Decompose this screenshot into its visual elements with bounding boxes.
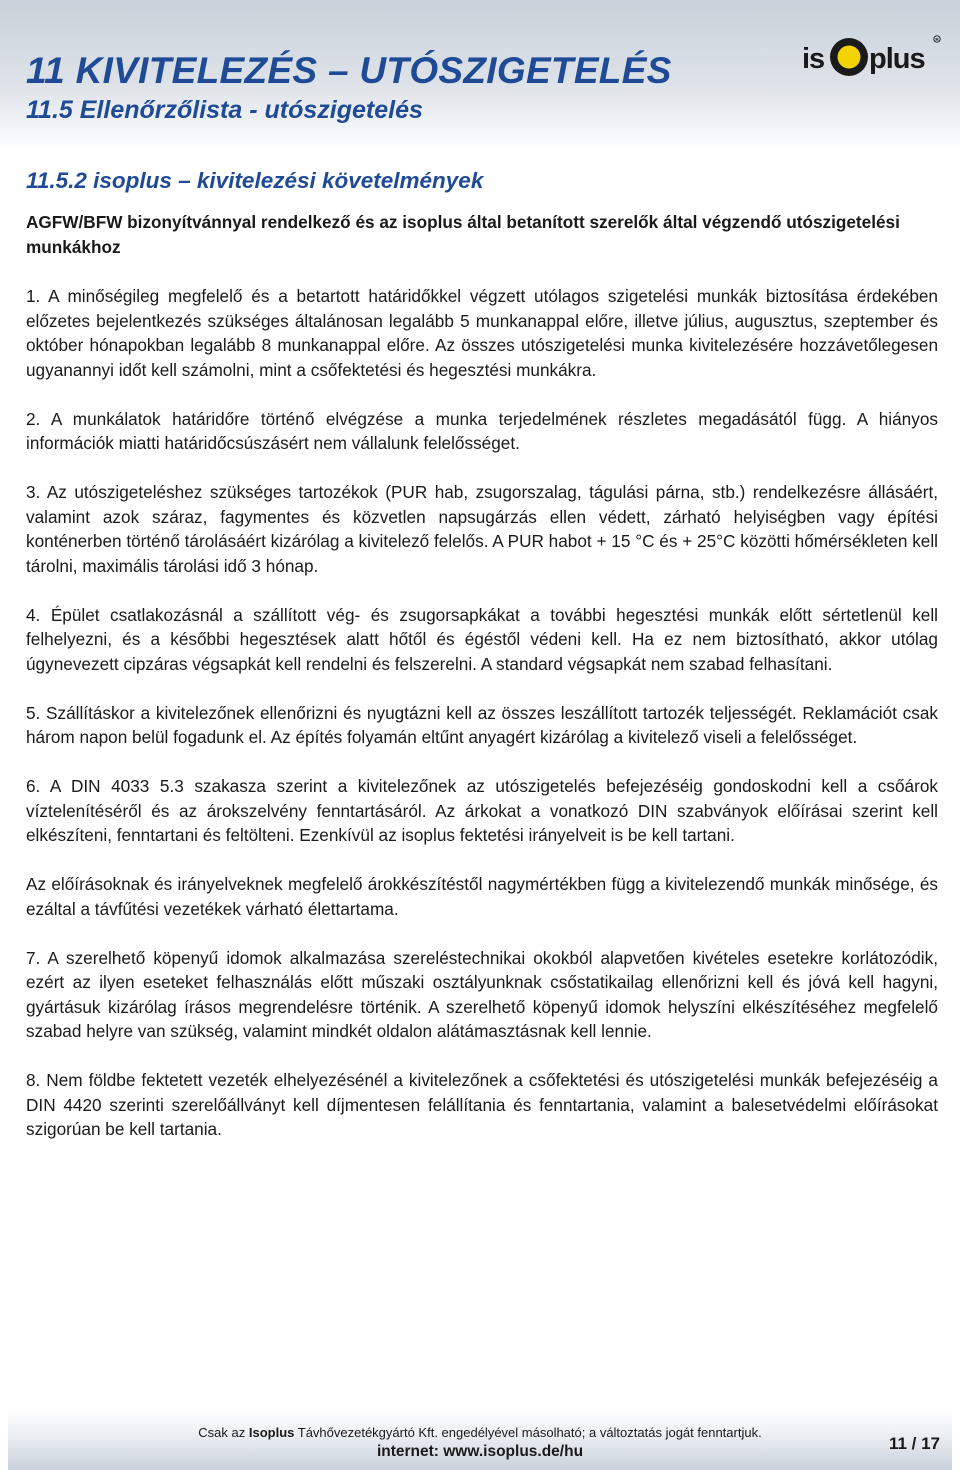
footer-brand: Isoplus <box>248 1425 295 1440</box>
page-number: 11 / 17 <box>888 1434 940 1453</box>
requirement-paragraph-3: 3. Az utószigeteléshez szükséges tartozékok (PUR hab, zsugorszalag, tágulási párna, stb.) rendelkezésre állásáért, valamint azok száraz, fagymentes és közvetlen napsugárzás ellen védett, zárható helyiségben vagy építési konténerben történő tárolásáért kizárólag a kivitelező felelős. A PUR habot + 15 °C és + 25°C közötti hőmérsékleten kell tárolni, maximális tárolási idő 3 hónap. <box>26 482 938 576</box>
intro-text: AGFW/BFW bizonyítvánnyal rendelkező és az isoplus által betanított szerelők által végzendő utószigetelési munkákhoz <box>26 212 900 257</box>
svg-text:is: is <box>802 43 825 75</box>
footer-copyright-prefix: Csak az <box>198 1425 249 1440</box>
footer-copyright <box>0 1425 960 1440</box>
section-title: 11.5 Ellenőrzőlista - utószigetelés <box>26 96 423 124</box>
requirement-paragraph-2: 2. A munkálatok határidőre történő elvégzése a munka terjedelmének részletes megadásától függ. A hiányos információk miatti határidőcsúszásért nem vállalunk felelősséget. <box>26 408 938 453</box>
requirement-paragraph-5: 5. Szállításkor a kivitelezőnek ellenőrizni és nyugtázni kell az összes leszállított tartozék teljességét. Reklamációt csak három napon belül fogadunk el. Az építés folyamán eltűnt anyagért kizárólag a kivitelező viseli a felelősséget. <box>26 702 938 747</box>
isoplus-logo <box>802 30 942 90</box>
svg-text:R: R <box>935 36 939 42</box>
subsection-title: 11.5.2 isoplus – kivitelezési követelmények <box>26 168 484 193</box>
requirement-paragraph-6: 6. A DIN 4033 5.3 szakasza szerint a kivitelezőnek az utószigetelés befejezéséig gondoskodni kell a csőárok víztelenítéséről és az árokszelvény fenntartásáról. Az árkokat a vonatkozó DIN szabványok előírásai szerint kell elkészíteni, fenntartani és feltölteni. Ezenkívül az isoplus fektetési irányelveit is be kell tartani. <box>26 776 938 845</box>
requirement-paragraph-1: 1. A minőségileg megfelelő és a betartott határidőkkel végzett utólagos szigetelési munkák biztosítása érdekében előzetes bejelentkezés szükséges általánosan legalább 5 munkanappal előre, illetve július, augusztus, szeptember és október hónapokban legalább 8 munkanappal előre. Az összes utószigetelési munka kivitelezésére hozzávetőlegesen ugyanannyi időt kell számolni, mint a csőfektetési és hegesztési munkákra. <box>26 286 938 380</box>
requirement-paragraph-4: 4. Épület csatlakozásnál a szállított vég- és zsugorsapkákat a további hegesztési munkák előtt sértetlenül kell felhelyezni, és a későbbi hegesztések alatt hőtől és égéstől védeni kell. Ha ez nem biztosítható, akkor utólag úgynevezett cipzáras végsapkát kell rendelni és felszerelni. A standard végsapkát nem szabad felhasítani. <box>26 604 938 674</box>
requirement-paragraph-7: 7. A szerelhető köpenyű idomok alkalmazása szereléstechnikai okokból alapvetően kivételes esetekre korlátozódik, ezért az ilyen eseteket felhasználás előtt műszaki osztályunknak csőstatikailag ellenőrizni kell és jóvá kell hagyni, gyártásuk kizárólag írásos megrendelésre történik. A szerelhető köpenyű idomok helyszíni elkészítéséhez megfelelő szabad helyre van szükség, valamint mindkét oldalon alátámasztásnak kell lennie. <box>26 947 938 1041</box>
footer-copyright-suffix: Távhővezetékgyártó Kft. engedélyével másolható; a változtatás jogát fenntartjuk. <box>294 1425 762 1440</box>
svg-text:plus: plus <box>869 43 925 75</box>
chapter-title: 11 KIVITELEZÉS – UTÓSZIGETELÉS <box>26 50 672 91</box>
footer-website: internet: www.isoplus.de/hu <box>376 1443 584 1460</box>
requirements-list <box>26 284 938 1166</box>
requirement-note: Az előírásoknak és irányelveknek megfelelő árokkészítéstől nagymértékben függ a kivitelezendő munkák minősége, és ezáltal a távfűtési vezetékek várható élettartama. <box>26 874 938 919</box>
requirement-paragraph-8: 8. Nem földbe fektetett vezeték elhelyezésénél a kivitelezőnek a csőfektetési és utószigetelési munkák befejezéséig a DIN 4420 szerinti szerelőállványt kell díjmentesen felállítania és fenntartania, valamint a balesetvédelmi előírásokat szigorúan be kell tartania. <box>26 1070 938 1139</box>
page-footer-band <box>8 1410 952 1470</box>
